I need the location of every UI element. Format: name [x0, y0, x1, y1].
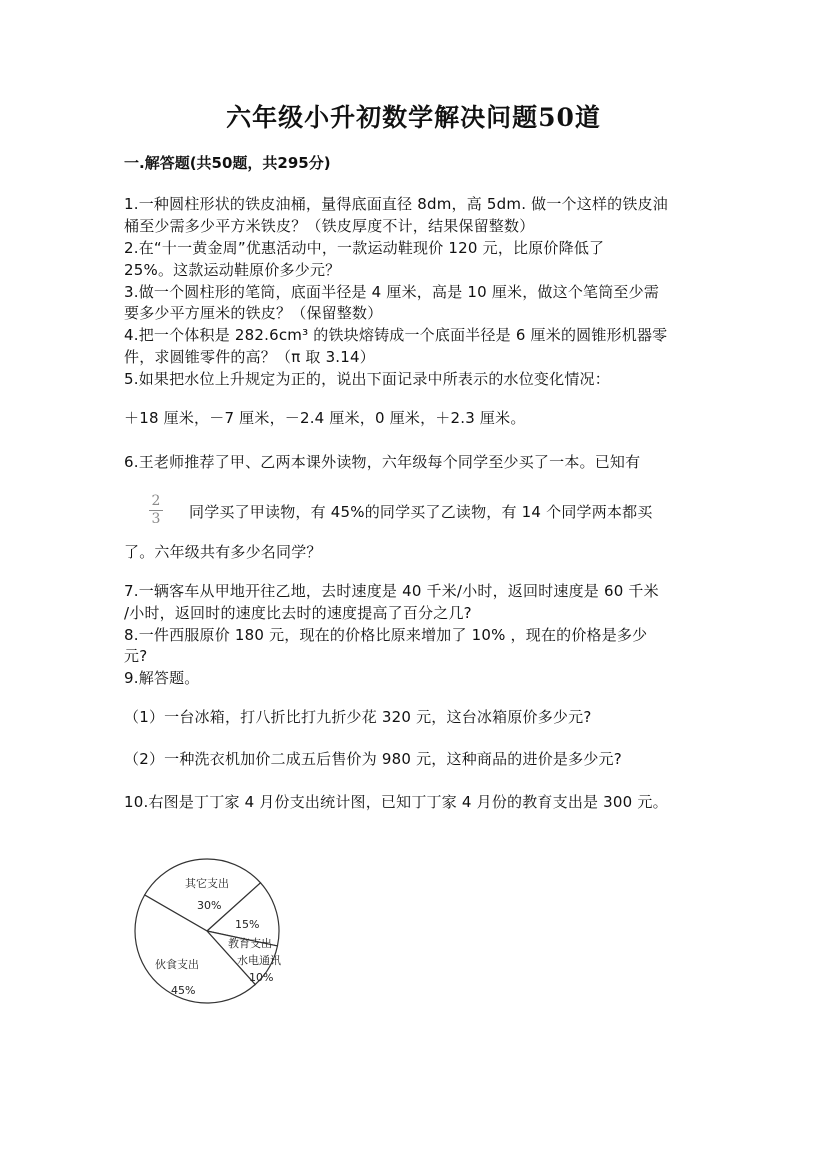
pie-slice-percent: 45% — [171, 984, 196, 997]
section-heading: 一.解答题(共50题，共295分) — [124, 154, 331, 172]
fraction-two-thirds — [149, 494, 163, 527]
fraction-numerator: 2 — [151, 493, 161, 509]
question-line: 同学买了甲读物，有 45%的同学买了乙读物，有 14 个同学两本都买 — [189, 503, 653, 521]
question-line: 9.解答题。 — [124, 669, 200, 687]
pie-slice-percent: 30% — [197, 899, 222, 912]
page-title: 六年级小升初数学解决问题50道 — [226, 103, 601, 132]
pie-slice-label: 伙食支出 — [155, 958, 199, 971]
question-line: 桶至少需多少平方米铁皮？（铁皮厚度不计，结果保留整数） — [124, 217, 535, 235]
question-line: 10.右图是丁丁家 4 月份支出统计图，已知丁丁家 4 月份的教育支出是 300 元。 — [124, 793, 668, 811]
pie-slice-percent: 10% — [249, 971, 274, 984]
question-line: 3.做一个圆柱形的笔筒，底面半径是 4 厘米，高是 10 厘米，做这个笔筒至少需 — [124, 283, 660, 301]
question-line: 4.把一个体积是 282.6cm³ 的铁块熔铸成一个底面半径是 6 厘米的圆锥形机器零 — [124, 326, 668, 344]
question-line: 元? — [124, 647, 148, 665]
expense-pie-chart — [130, 855, 290, 1005]
question-line: 6.王老师推荐了甲、乙两本课外读物，六年级每个同学至少买了一本。已知有 — [124, 453, 641, 471]
question-line: ＋18 厘米，－7 厘米，－2.4 厘米，0 厘米，＋2.3 厘米。 — [124, 409, 526, 427]
fraction-denominator: 3 — [151, 511, 161, 527]
pie-slice-label: 水电通讯 — [237, 954, 281, 967]
question-line: （1）一台冰箱，打八折比打九折少花 320 元，这台冰箱原价多少元? — [124, 708, 592, 726]
question-line: 1.一种圆柱形状的铁皮油桶，量得底面直径 8dm，高 5dm. 做一个这样的铁皮油 — [124, 195, 668, 213]
question-line: 5.如果把水位上升规定为正的，说出下面记录中所表示的水位变化情况： — [124, 370, 610, 388]
question-line: 25%。这款运动鞋原价多少元？ — [124, 261, 341, 279]
question-line: 8.一件西服原价 180 元，现在的价格比原来增加了 10% ，现在的价格是多少 — [124, 626, 648, 644]
question-line: 7.一辆客车从甲地开往乙地，去时速度是 40 千米/小时，返回时速度是 60 千米 — [124, 582, 659, 600]
pie-slice-label: 教育支出 — [228, 937, 272, 950]
question-line: /小时，返回时的速度比去时的速度提高了百分之几? — [124, 604, 472, 622]
pie-slice-percent: 15% — [235, 918, 260, 931]
question-line: 2.在“十一黄金周”优惠活动中，一款运动鞋现价 120 元，比原价降低了 — [124, 239, 605, 257]
question-line: 件，求圆锥零件的高？（π 取 3.14） — [124, 348, 375, 366]
question-line: 要多少平方厘米的铁皮？（保留整数） — [124, 304, 383, 322]
question-line: 了。六年级共有多少名同学？ — [124, 543, 322, 561]
question-line: （2）一种洗衣机加价二成五后售价为 980 元，这种商品的进价是多少元? — [124, 750, 622, 768]
pie-slice-label: 其它支出 — [185, 877, 229, 890]
